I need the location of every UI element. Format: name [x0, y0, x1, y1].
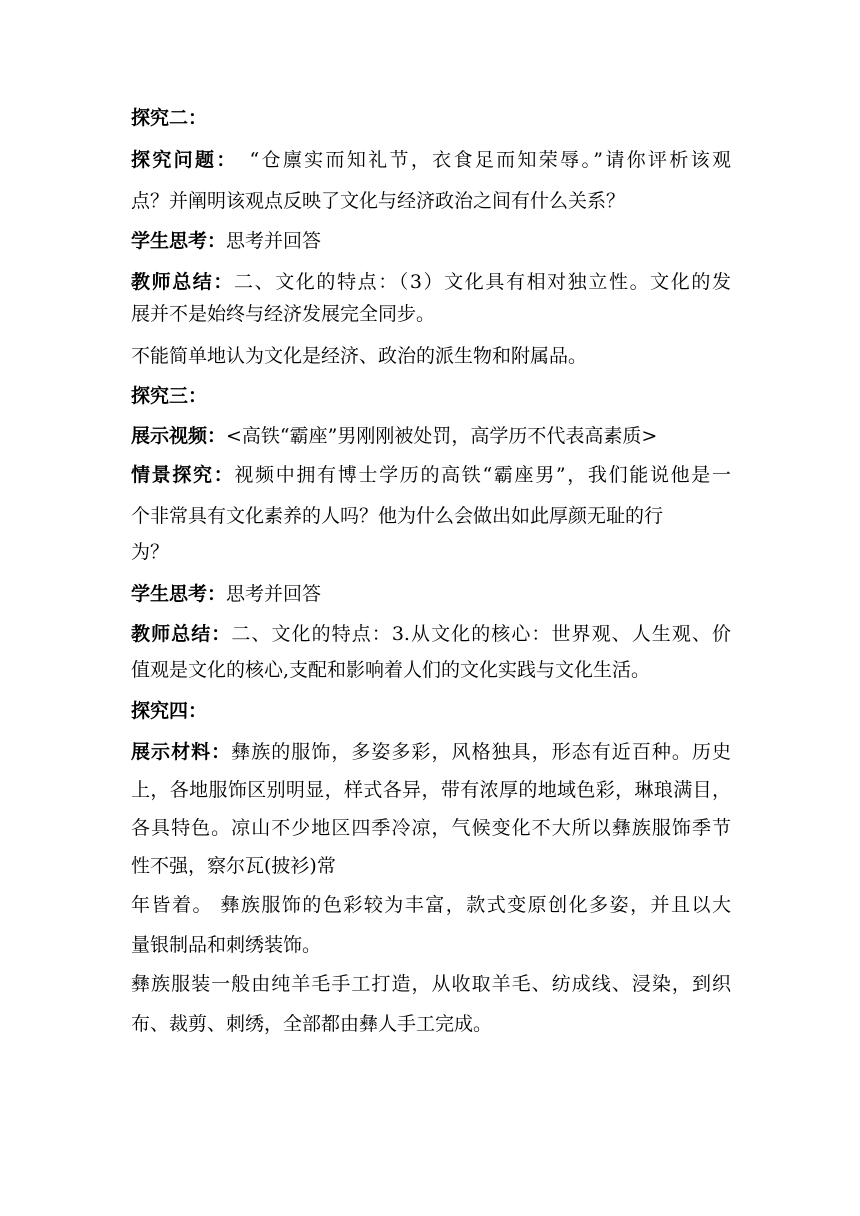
block-text: 性不强，察尔瓦(披衫)常 [131, 855, 336, 877]
paragraph-line [131, 229, 731, 253]
paragraph-line [131, 622, 731, 646]
block-label: 情景探究： [131, 464, 235, 486]
block-label: 学生思考： [131, 230, 227, 252]
paragraph-line [131, 933, 731, 957]
paragraph-line [131, 302, 731, 326]
paragraph-line [131, 816, 731, 840]
paragraph-line [131, 463, 731, 487]
block-label: 探究二： [131, 107, 208, 129]
paragraph-line [131, 504, 731, 528]
block-text: 展并不是始终与经济发展完全同步。 [131, 303, 436, 325]
block-text: 彝族的服饰，多姿多彩，风格独具，形态有近百种。历史 [231, 741, 731, 763]
heading-inquiry-two [131, 106, 731, 130]
paragraph-line [131, 854, 731, 878]
paragraph-line [131, 270, 731, 294]
paragraph-line [131, 148, 731, 172]
paragraph-line [131, 189, 731, 213]
block-text: 二、文化的特点：（3）文化具有相对独立性。文化的发 [234, 271, 731, 293]
block-label: 教师总结： [131, 271, 234, 293]
paragraph-line [131, 424, 731, 448]
block-label: 展示视频： [131, 425, 227, 447]
block-text: 点？并阐明该观点反映了文化与经济政治之间有什么关系？ [131, 190, 626, 212]
paragraph-line [131, 344, 731, 368]
block-text: 思考并回答 [226, 583, 322, 605]
block-text: 上，各地服饰区别明显，样式各异，带有浓厚的地域色彩，琳琅满目， [131, 779, 731, 801]
block-label: 探究四： [131, 700, 208, 722]
block-text: 二、文化的特点：3.从文化的核心：世界观、人生观、价 [231, 623, 731, 645]
paragraph-line [131, 972, 731, 996]
block-label: 展示材料： [131, 741, 232, 763]
block-text: <高铁“霸座”男刚刚被处罚，高学历不代表高素质> [226, 425, 658, 447]
paragraph-line [131, 658, 731, 682]
paragraph-line [131, 1012, 731, 1036]
block-label: 教师总结： [131, 623, 232, 645]
block-text: 各具特色。凉山不少地区四季冷凉，气候变化不大所以彝族服饰季节 [131, 817, 731, 839]
heading-inquiry-three [131, 384, 731, 408]
paragraph-line [131, 893, 731, 917]
paragraph-line [131, 778, 731, 802]
block-text: 量银制品和刺绣装饰。 [131, 934, 322, 956]
block-text: 年皆着。 彝族服饰的色彩较为丰富，款式变原创化多姿，并且以大 [131, 894, 731, 916]
block-label: 学生思考： [131, 583, 227, 605]
paragraph-line [131, 540, 731, 564]
paragraph-line [131, 740, 731, 764]
block-text: “仓廪实而知礼节，衣食足而知荣辱。”请你评析该观 [228, 149, 731, 171]
block-text: 个非常具有文化素养的人吗？他为什么会做出如此厚颜无耻的行 [131, 505, 664, 527]
block-text: 为？ [131, 541, 170, 563]
block-text: 不能简单地认为文化是经济、政治的派生物和附属品。 [131, 345, 588, 367]
block-text: 布、裁剪、刺绣，全部都由彝人手工完成。 [131, 1013, 493, 1035]
block-text: 值观是文化的核心,支配和影响着人们的文化实践与文化生活。 [131, 659, 651, 681]
block-text: 思考并回答 [226, 230, 322, 252]
block-label: 探究问题： [131, 149, 229, 171]
block-text: 视频中拥有博士学历的高铁“霸座男”，我们能说他是一 [234, 464, 731, 486]
paragraph-line [131, 582, 731, 606]
heading-inquiry-four [131, 699, 731, 723]
block-label: 探究三： [131, 385, 208, 407]
block-text: 彝族服装一般由纯羊毛手工打造，从收取羊毛、纺成线、浸染，到织 [131, 973, 731, 995]
